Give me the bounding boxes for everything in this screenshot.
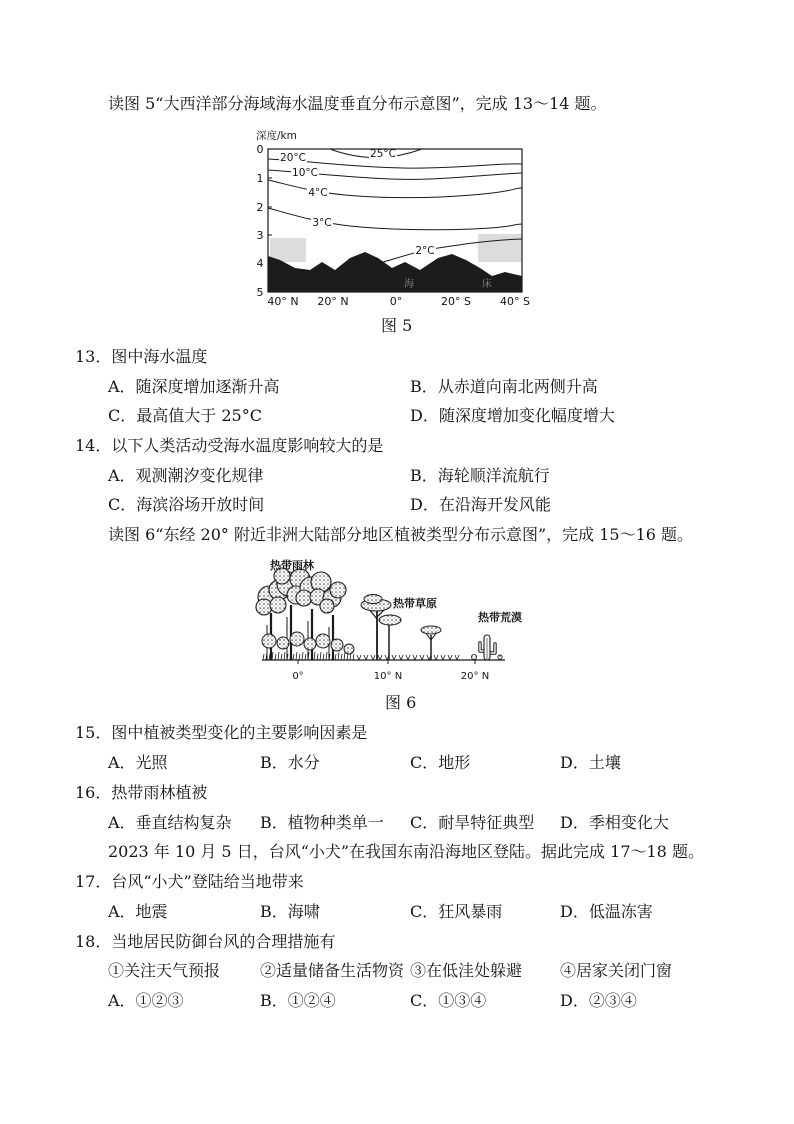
grass-tuft — [427, 655, 429, 660]
grass-stroke — [299, 654, 300, 660]
question-16-option-a: A．垂直结构复杂 — [108, 813, 232, 832]
grass-stroke — [302, 652, 303, 660]
vegetation-drawings — [256, 568, 502, 660]
x-tick-label: 20° N — [460, 671, 490, 682]
question-15-option-d: D．土壤 — [560, 753, 621, 772]
y-axis-label: 深度/km — [256, 130, 297, 142]
label-tropical-savanna: 热带草原 — [393, 597, 437, 610]
question-14-option-c: C．海滨浴场开放时间 — [108, 495, 265, 514]
grass-stroke — [317, 654, 318, 660]
label-tropical-desert: 热带荒漠 — [478, 611, 522, 624]
intro-questions-13-14: 读图 5“大西洋部分海域海水温度垂直分布示意图”，完成 13～14 题。 — [108, 94, 607, 113]
grass-stroke — [269, 654, 270, 660]
rainforest-understory-shrub — [316, 634, 330, 648]
grass-tuft — [366, 655, 368, 660]
grass-tuft — [378, 655, 380, 660]
rainforest-understory-shrub — [344, 644, 354, 654]
grass-stroke — [284, 652, 285, 660]
grass-tuft — [448, 655, 450, 660]
question-17-option-c: C．狂风暴雨 — [410, 902, 503, 921]
grass-stroke — [353, 654, 354, 660]
intro-questions-15-16: 读图 6“东经 20° 附近非洲大陆部分地区植被类型分布示意图”，完成 15～16 题。 — [108, 525, 694, 544]
question-16-stem: 16．热带雨林植被 — [75, 783, 208, 802]
grass-stroke — [314, 652, 315, 660]
isotherm-label-4c: 4°C — [308, 187, 328, 199]
intro-questions-17-18: 2023 年 10 月 5 日，台风“小犬”在我国东南沿海地区登陆。据此完成 17～18 题。 — [108, 842, 704, 861]
rainforest-understory-shrub — [290, 632, 304, 646]
grass-stroke — [338, 652, 339, 660]
question-17-option-a: A．地震 — [108, 902, 168, 921]
question-16-option-b: B．植物种类单一 — [260, 813, 384, 832]
question-18-option-a: A．①②③ — [108, 991, 184, 1010]
question-18-stem: 18．当地居民防御台风的合理措施有 — [75, 932, 336, 951]
y-tick-label: 4 — [256, 257, 264, 270]
y-tick-label: 3 — [256, 229, 264, 242]
grass-stroke — [275, 654, 276, 660]
grass-tuft — [357, 655, 359, 660]
grass-tuft — [436, 655, 438, 660]
grass-stroke — [320, 652, 321, 660]
question-18-option-b: B．①②④ — [260, 991, 336, 1010]
scan-shading-left — [270, 238, 306, 262]
grass-tuft — [434, 655, 436, 660]
desert-shrub — [471, 654, 476, 659]
y-tick-label: 0 — [256, 143, 264, 156]
isotherm-label-10c: 10°C — [292, 167, 318, 179]
rainforest-understory-shrub — [304, 638, 316, 650]
y-tick-label: 5 — [256, 286, 264, 299]
rainforest-canopy — [270, 597, 286, 613]
question-14-option-b: B．海轮顺洋流航行 — [410, 466, 550, 485]
question-14-stem: 14．以下人类活动受海水温度影响较大的是 — [75, 436, 384, 455]
scan-shading-right — [478, 234, 522, 262]
grass-tuft — [371, 655, 373, 660]
grass-stroke — [278, 652, 279, 660]
grass-tuft — [373, 655, 375, 660]
rainforest-canopy — [330, 582, 346, 598]
rainforest-understory-shrub — [277, 637, 289, 649]
grass-tuft — [415, 655, 417, 660]
rainforest-understory-shrub — [262, 634, 276, 648]
seabed-label-bed: 床 — [482, 279, 492, 290]
label-tropical-rainforest: 热带雨林 — [270, 559, 314, 572]
question-14-option-d: D．在沿海开发风能 — [410, 495, 551, 514]
x-tick-label: 0° — [292, 671, 304, 682]
x-tick-label: 20° S — [441, 295, 471, 308]
grass-stroke — [296, 652, 297, 660]
isotherm-label-2c: 2°C — [415, 245, 435, 257]
grass-stroke — [335, 654, 336, 660]
question-18-statement-4: ④居家关闭门窗 — [560, 961, 673, 980]
grass-tuft — [380, 655, 382, 660]
grass-tuft — [455, 655, 457, 660]
question-15-option-a: A．光照 — [108, 753, 168, 772]
rainforest-canopy — [256, 599, 272, 615]
savanna-tree-canopy — [421, 626, 441, 634]
question-15-option-c: C．地形 — [410, 753, 471, 772]
question-17-stem: 17．台风“小犬”登陆给当地带来 — [75, 872, 304, 891]
savanna-tree-canopy — [364, 595, 382, 604]
question-13-option-c: C．最高值大于 25°C — [108, 406, 262, 425]
question-13-option-b: B．从赤道向南北两侧升高 — [410, 377, 598, 396]
grass-stroke — [341, 654, 342, 660]
desert-shrub — [498, 655, 502, 659]
isotherm-label-3c: 3°C — [312, 217, 332, 229]
question-15-option-b: B．水分 — [260, 753, 320, 772]
grass-tuft — [359, 655, 361, 660]
question-18-statement-2: ②适量储备生活物资 — [260, 961, 405, 980]
grass-tuft — [457, 655, 459, 660]
grass-tuft — [450, 655, 452, 660]
grass-tuft — [394, 655, 396, 660]
question-16-option-c: C．耐旱特征典型 — [410, 813, 535, 832]
x-tick-label: 20° N — [317, 295, 349, 308]
savanna-tree-canopy — [379, 615, 401, 625]
grass-tuft — [443, 655, 445, 660]
grass-tuft — [420, 655, 422, 660]
grass-stroke — [263, 654, 264, 660]
x-tick-label: 0° — [389, 295, 403, 308]
grass-tuft — [401, 655, 403, 660]
grass-stroke — [293, 654, 294, 660]
x-tick-label: 10° N — [373, 671, 403, 682]
question-18-option-d: D．②③④ — [560, 991, 637, 1010]
cactus-arm — [490, 644, 495, 653]
figure-5-ocean-temperature-section — [250, 128, 535, 310]
grass-stroke — [272, 652, 273, 660]
grass-stroke — [347, 654, 348, 660]
grass-stroke — [323, 654, 324, 660]
figure-6-vegetation-transect — [255, 555, 530, 685]
grass-stroke — [344, 652, 345, 660]
grass-tuft — [408, 655, 410, 660]
question-18-statement-1: ①关注天气预报 — [108, 961, 221, 980]
figure-5-caption: 图 5 — [381, 316, 413, 335]
question-18-option-c: C．①③④ — [410, 991, 487, 1010]
question-13-option-a: A．随深度增加逐渐升高 — [108, 377, 280, 396]
grass-tuft — [441, 655, 443, 660]
question-16-option-d: D．季相变化大 — [560, 813, 669, 832]
grass-tuft — [422, 655, 424, 660]
grass-tuft — [413, 655, 415, 660]
question-14-option-a: A．观测潮汐变化规律 — [108, 466, 264, 485]
question-18-statement-3: ③在低洼处躲避 — [410, 961, 523, 980]
isotherm-label-20c: 20°C — [280, 152, 306, 164]
question-15-stem: 15．图中植被类型变化的主要影响因素是 — [75, 723, 368, 742]
grass-stroke — [281, 654, 282, 660]
figure-6-caption: 图 6 — [385, 693, 417, 712]
grass-tuft — [392, 655, 394, 660]
rainforest-canopy — [320, 599, 334, 613]
y-tick-label: 1 — [256, 172, 264, 185]
grass-tuft — [399, 655, 401, 660]
grass-stroke — [326, 652, 327, 660]
seabed-label-sea: 海 — [404, 279, 414, 290]
x-tick-label: 40° N — [267, 295, 299, 308]
grass-tuft — [385, 655, 387, 660]
x-tick-label: 40° S — [500, 295, 530, 308]
grass-stroke — [305, 654, 306, 660]
question-13-stem: 13．图中海水温度 — [75, 347, 208, 366]
grass-tuft — [364, 655, 366, 660]
y-tick-label: 2 — [256, 201, 264, 214]
question-17-option-b: B．海啸 — [260, 902, 320, 921]
question-13-option-d: D．随深度增加变化幅度增大 — [410, 406, 615, 425]
rainforest-understory-shrub — [331, 639, 343, 651]
question-17-option-d: D．低温冻害 — [560, 902, 653, 921]
isotherm-label-25c: 25°C — [370, 148, 396, 160]
grass-tuft — [406, 655, 408, 660]
